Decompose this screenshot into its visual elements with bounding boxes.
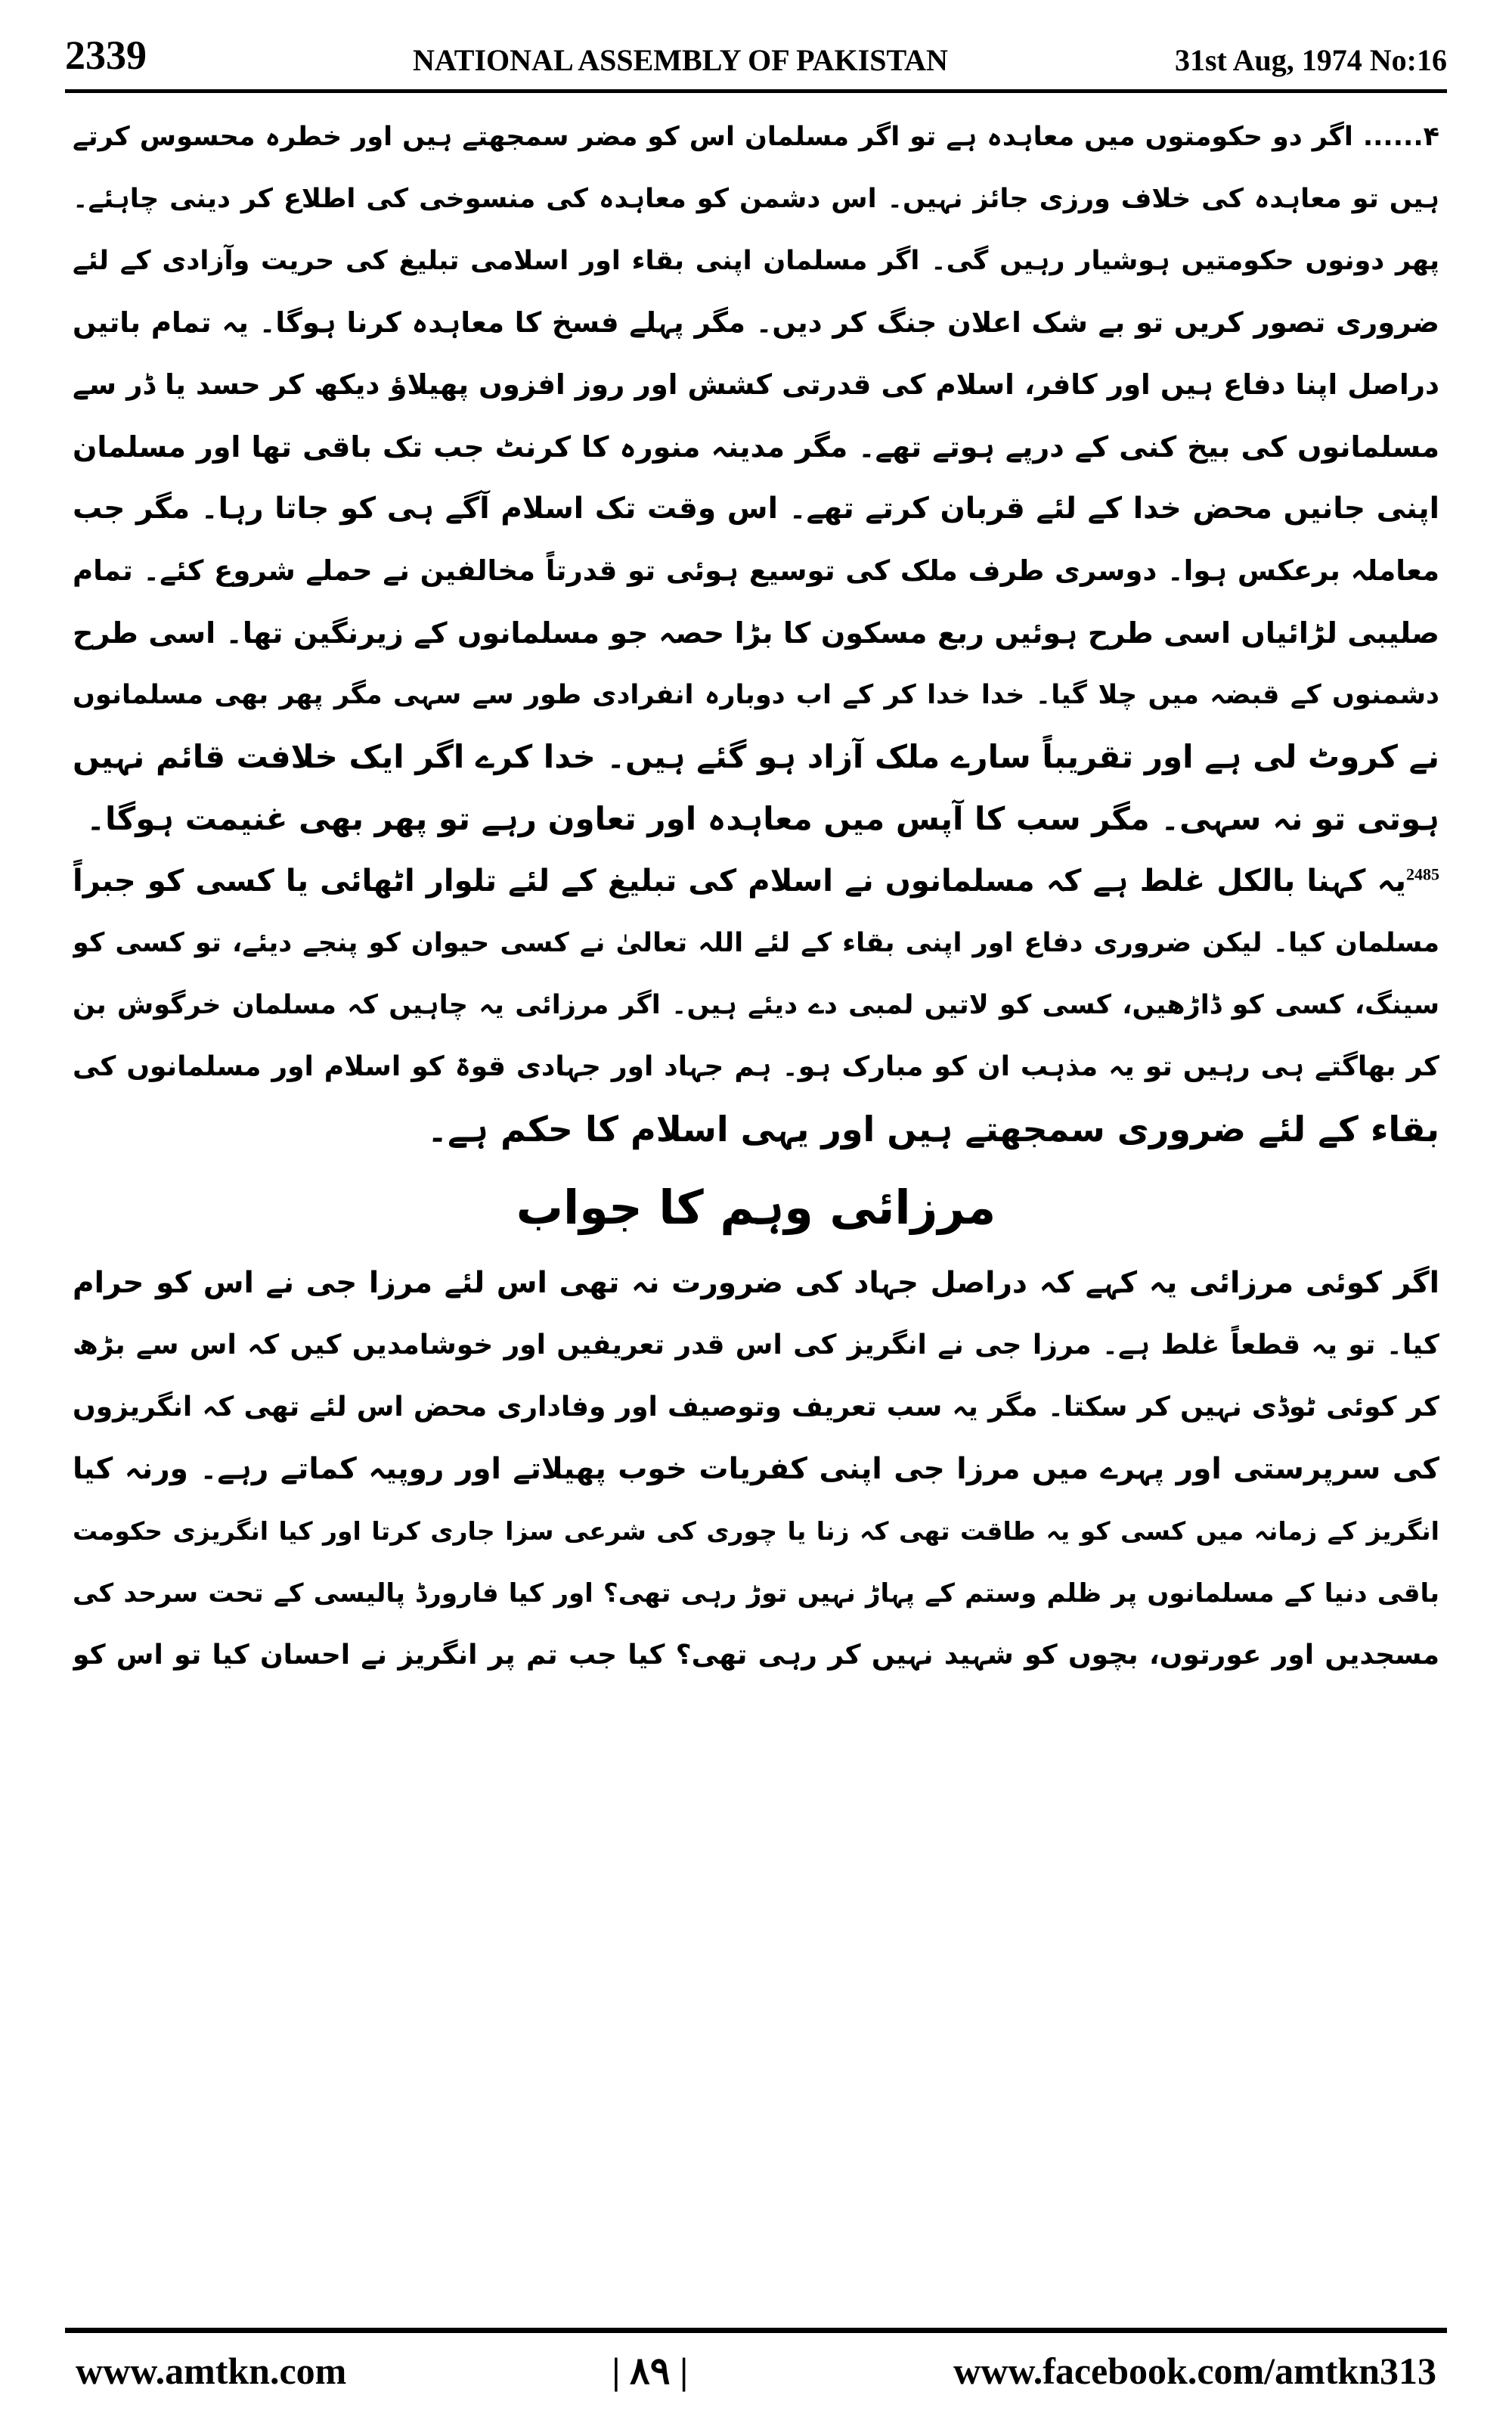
text-line: معاملہ برعکس ہوا۔ دوسری طرف ملک کی توسیع ہوئی تو قدرتاً مخالفین نے حملے شروع کئے۔ تمام bbox=[73, 554, 1439, 587]
text-line: ۴...... اگر دو حکومتوں میں معاہدہ ہے تو اگر مسلمان اس کو مضر سمجھتے ہیں اور خطرہ محسوس کرتے bbox=[73, 122, 1439, 152]
text-line: ضروری تصور کریں تو بے شک اعلان جنگ کر دیں۔ مگر پہلے فسخ کا معاہدہ کرنا ہوگا۔ یہ تمام باتیں bbox=[73, 306, 1439, 339]
text-line: صلیبی لڑائیاں اسی طرح ہوئیں ربع مسکون کا بڑا حصہ جو مسلمانوں کے زیرنگین تھا۔ اسی طرح bbox=[73, 616, 1439, 650]
date-issue: 31st Aug, 1974 No:16 bbox=[1174, 43, 1447, 77]
text-line: بقاء کے لئے ضروری سمجھتے ہیں اور یہی اسلام کا حکم ہے۔ bbox=[427, 1109, 1439, 1150]
text-line: سینگ، کسی کو ڈاڑھیں، کسی کو لاتیں لمبی دے دیئے ہیں۔ اگر مرزائی یہ چاہیں کہ مسلمان خرگوش بن bbox=[73, 990, 1439, 1020]
text-line: کیا۔ تو یہ قطعاً غلط ہے۔ مرزا جی نے انگریز کی اس قدر تعریفیں اور خوشامدیں کیں کہ اس سے بڑھ bbox=[73, 1329, 1439, 1360]
paragraph-1 bbox=[73, 106, 1439, 850]
text-line: دشمنوں کے قبضہ میں چلا گیا۔ خدا خدا کر کے اب دوبارہ انفرادی طور سے سہی مگر پھر بھی مسلمانوں bbox=[73, 680, 1439, 710]
footer-divider bbox=[65, 2328, 1447, 2333]
page-footer bbox=[76, 2344, 1436, 2397]
website-link[interactable]: www.amtkn.com bbox=[76, 2350, 347, 2392]
text-line: ہوتی تو نہ سہی۔ مگر سب کا آپس میں معاہدہ اور تعاون رہے تو پھر بھی غنیمت ہوگا۔ bbox=[86, 800, 1439, 837]
text-line: کر بھاگتے ہی رہیں تو یہ مذہب ان کو مبارک ہو۔ ہم جہاد اور جہادی قوۃ کو اسلام اور مسلمانوں کی bbox=[73, 1051, 1439, 1082]
page-indicator: | ۸۹ | bbox=[612, 2350, 689, 2392]
facebook-link[interactable]: www.facebook.com/amtkn313 bbox=[953, 2350, 1436, 2392]
text-line: یہ کہنا بالکل غلط ہے کہ مسلمانوں نے اسلام کی تبلیغ کے لئے تلوار اٹھائی یا کسی کو جبراً bbox=[73, 864, 1406, 898]
text-line: اپنی جانیں محض خدا کے لئے قربان کرتے تھے۔ اس وقت تک اسلام آگے ہی کو جاتا رہا۔ مگر جب bbox=[73, 492, 1439, 526]
page-number: 2339 bbox=[65, 33, 147, 78]
text-line: دراصل اپنا دفاع ہیں اور کافر، اسلام کی قدرتی کشش اور روز افزوں پھیلاؤ دیکھ کر حسد یا ڈر سے bbox=[73, 368, 1439, 401]
text-line: باقی دنیا کے مسلمانوں پر ظلم وستم کے پہاڑ نہیں توڑ رہی تھی؟ اور کیا فارورڈ پالیسی کے تحت سرحد کی bbox=[73, 1578, 1439, 1609]
paragraph-3 bbox=[73, 1252, 1439, 1686]
text-line: اگر کوئی مرزائی یہ کہے کہ دراصل جہاد کی ضرورت نہ تھی اس لئے مرزا جی نے اس کو حرام bbox=[73, 1266, 1439, 1300]
page-body bbox=[73, 106, 1439, 1686]
page-header bbox=[65, 32, 1447, 85]
footnote-marker: 2485 bbox=[1406, 864, 1439, 884]
header-divider bbox=[65, 89, 1447, 93]
text-line: کی سرپرستی اور پہرے میں مرزا جی اپنی کفریات خوب پھیلاتے اور روپیہ کماتے رہے۔ ورنہ کیا bbox=[73, 1452, 1439, 1486]
paragraph-2 bbox=[73, 850, 1439, 1160]
text-line: انگریز کے زمانہ میں کسی کو یہ طاقت تھی کہ زنا یا چوری کی شرعی سزا جاری کرتا اور کیا انگریزی حکومت bbox=[73, 1516, 1439, 1546]
text-line: ہیں تو معاہدہ کی خلاف ورزی جائز نہیں۔ اس دشمن کو معاہدہ کی منسوخی کی اطلاع کر دینی چاہئے۔ bbox=[73, 184, 1439, 214]
text-line: کر کوئی ٹوڈی نہیں کر سکتا۔ مگر یہ سب تعریف وتوصیف اور وفاداری محض اس لئے تھی کہ انگریزوں bbox=[73, 1392, 1439, 1423]
section-heading: مرزائی وہم کا جواب bbox=[516, 1180, 996, 1235]
text-line: مسلمان کیا۔ لیکن ضروری دفاع اور اپنی بقاء کے لئے اللہ تعالیٰ نے کسی حیوان کو پنجے دیئے، تو کسی کو bbox=[73, 928, 1439, 958]
text-line: نے کروٹ لی ہے اور تقریباً سارے ملک آزاد ہو گئے ہیں۔ خدا کرے اگر ایک خلافت قائم نہیں bbox=[73, 738, 1439, 775]
publication-title: NATIONAL ASSEMBLY OF PAKISTAN bbox=[413, 43, 948, 77]
text-line: مسجدیں اور عورتوں، بچوں کو شہید نہیں کر رہی تھی؟ کیا جب تم پر انگریز نے احسان کیا تو اس کو bbox=[73, 1640, 1439, 1671]
text-line: پھر دونوں حکومتیں ہوشیار رہیں گی۔ اگر مسلمان اپنی بقاء اور اسلامی تبلیغ کی حریت وآزادی کے لئے bbox=[73, 246, 1439, 276]
text-line: مسلمانوں کی بیخ کنی کے درپے ہوتے تھے۔ مگر مدینہ منورہ کا کرنٹ جب تک باقی تھا اور مسلمان bbox=[73, 430, 1439, 464]
